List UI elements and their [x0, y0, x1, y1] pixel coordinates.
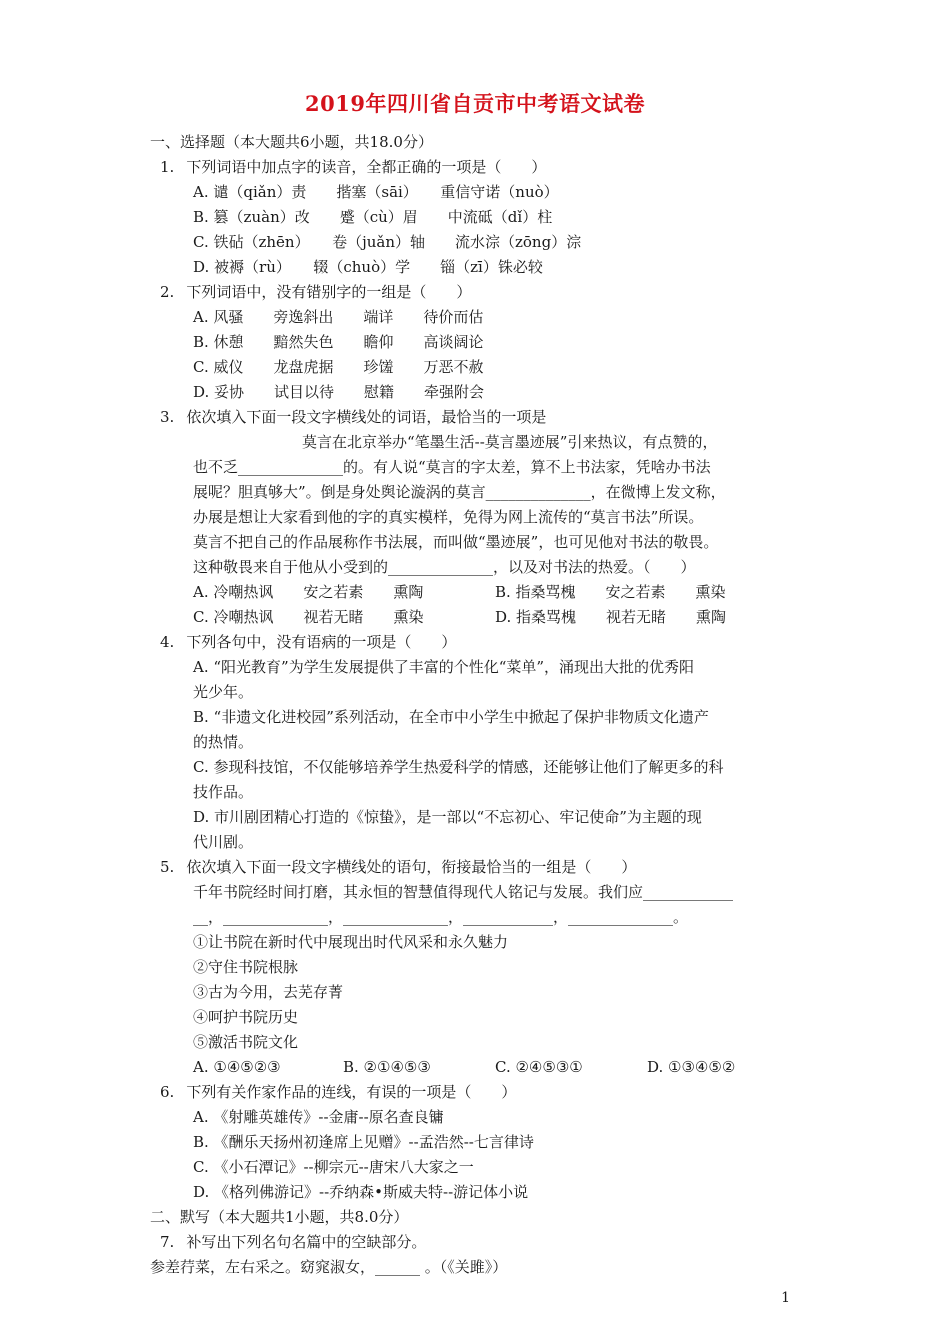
- question-2: [160, 282, 471, 302]
- option-c-cont: 技作品。: [193, 783, 254, 801]
- option-d: D. 市川剧团精心打造的《惊蛰》，是一部以“不忘初心、牢记使命”为主题的现: [193, 808, 702, 826]
- option-b: B. 指桑骂槐 安之若素 熏染: [495, 583, 726, 601]
- option-c: C. 参现科技馆，不仅能够培养学生热爱科学的情感，还能够让他们了解更多的科: [193, 758, 724, 776]
- passage-line: __，______________，______________，____________，______________。: [193, 908, 689, 926]
- question-number: 3.: [160, 408, 175, 426]
- question-4: [160, 632, 456, 652]
- question-7: [160, 1232, 426, 1252]
- question-number: 2.: [160, 283, 175, 301]
- option-b: B. 《酬乐天扬州初逢席上见赠》--孟浩然--七言律诗: [193, 1133, 534, 1151]
- question-3: [160, 407, 546, 427]
- option-a: A. ①④⑤②③: [193, 1058, 281, 1076]
- sentence-item: ②守住书院根脉: [193, 958, 299, 976]
- option-b: B. 休憩 黯然失色 瞻仰 高谈阔论: [193, 333, 484, 351]
- question-stem: 下列词语中，没有错别字的一组是（ ）: [186, 283, 472, 301]
- sentence-item: ①让书院在新时代中展现出时代风采和永久魅力: [193, 933, 509, 951]
- option-c: C. 铁砧（zhēn） 卷（juǎn）轴 流水淙（zōng）淙: [193, 233, 582, 251]
- option-c: C. 威仪 龙盘虎据 珍馐 万恶不赦: [193, 358, 484, 376]
- option-d: D. 指桑骂槐 视若无睹 熏陶: [495, 608, 727, 626]
- option-d: D. 妥协 试目以待 慰籍 牵强附会: [193, 383, 485, 401]
- passage-line: 莫言不把自己的作品展称作书法展，而叫做“墨迹展”，也可见他对书法的敬畏。: [193, 533, 719, 551]
- option-a: A. 冷嘲热讽 安之若素 熏陶: [193, 583, 424, 601]
- option-d: D. 《格列佛游记》--乔纳森•斯威夫特--游记体小说: [193, 1183, 529, 1201]
- passage-line: 也不乏______________的。有人说“莫言的字太差，算不上书法家，凭啥办书法: [193, 458, 711, 476]
- question-stem: 下列有关作家作品的连线，有误的一项是（ ）: [186, 1083, 517, 1101]
- question-stem: 下列各句中，没有语病的一项是（ ）: [186, 633, 457, 651]
- question-5: [160, 857, 636, 877]
- passage-line: 这种敬畏来自于他从小受到的______________，以及对书法的热爱。（ ）: [193, 558, 696, 576]
- sentence-item: ⑤激活书院文化: [193, 1033, 299, 1051]
- question-number: 6.: [160, 1083, 175, 1101]
- section-heading-choice: 一、选择题（本大题共6小题，共18.0分）: [150, 133, 433, 151]
- option-b: B. 篡（zuàn）改 蹙（cù）眉 中流砥（dǐ）柱: [193, 208, 553, 226]
- question-6: [160, 1082, 516, 1102]
- passage-line: 展呢？胆真够大”。倒是身处舆论漩涡的莫言______________，在微博上发文称，: [193, 483, 726, 501]
- option-a: A. 《射雕英雄传》--金庸--原名查良镛: [193, 1108, 444, 1126]
- option-a: A. “阳光教育”为学生发展提供了丰富的个性化“菜单”，涌现出大批的优秀阳: [193, 658, 695, 676]
- option-a-cont: 光少年。: [193, 683, 254, 701]
- passage-line: 办展是想让大家看到他的字的真实模样，免得为网上流传的“莫言书法”所误。: [193, 508, 704, 526]
- sentence-item: ③古为今用，去芜存菁: [193, 983, 344, 1001]
- section-heading-dictation: 二、默写（本大题共1小题，共8.0分）: [150, 1208, 409, 1226]
- option-b-cont: 的热情。: [193, 733, 254, 751]
- page-number: 1: [781, 1290, 790, 1306]
- question-number: 1.: [160, 158, 175, 176]
- option-d: D. 被褥（rù） 辍（chuò）学 锱（zī）铢必较: [193, 258, 543, 276]
- option-c: C. 冷嘲热讽 视若无睹 熏染: [193, 608, 424, 626]
- question-1: [160, 157, 546, 177]
- option-d: D. ①③④⑤②: [647, 1058, 736, 1076]
- passage-line: 莫言在北京举办“笔墨生活--莫言墨迹展”引来热议，有点赞的，: [302, 433, 718, 451]
- option-b: B. ②①④⑤③: [343, 1058, 431, 1076]
- question-stem: 依次填入下面一段文字横线处的语句，衔接最恰当的一组是（ ）: [186, 858, 637, 876]
- dictation-line: 参差荇菜，左右采之。窈窕淑女，______ 。（《关雎》）: [150, 1258, 508, 1276]
- exam-title: 2019年四川省自贡市中考语文试卷: [305, 91, 645, 116]
- option-a: A. 谴（qiǎn）责 揩塞（sāi） 重信守诺（nuò）: [193, 183, 559, 201]
- option-d-cont: 代川剧。: [193, 833, 254, 851]
- sentence-item: ④呵护书院历史: [193, 1008, 299, 1026]
- option-a: A. 风骚 旁逸斜出 端详 待价而估: [193, 308, 484, 326]
- question-stem: 补写出下列名句名篇中的空缺部分。: [186, 1233, 427, 1251]
- question-number: 5.: [160, 858, 175, 876]
- question-number: 7.: [160, 1233, 175, 1251]
- question-stem: 下列词语中加点字的读音，全都正确的一项是（ ）: [186, 158, 547, 176]
- question-stem: 依次填入下面一段文字横线处的词语，最恰当的一项是: [186, 408, 547, 426]
- option-c: C. 《小石潭记》--柳宗元--唐宋八大家之一: [193, 1158, 474, 1176]
- option-c: C. ②④⑤③①: [495, 1058, 583, 1076]
- passage-line: 千年书院经时间打磨，其永恒的智慧值得现代人铭记与发展。我们应____________: [193, 883, 734, 901]
- question-number: 4.: [160, 633, 175, 651]
- option-b: B. “非遗文化进校园”系列活动，在全市中小学生中掀起了保护非物质文化遗产: [193, 708, 709, 726]
